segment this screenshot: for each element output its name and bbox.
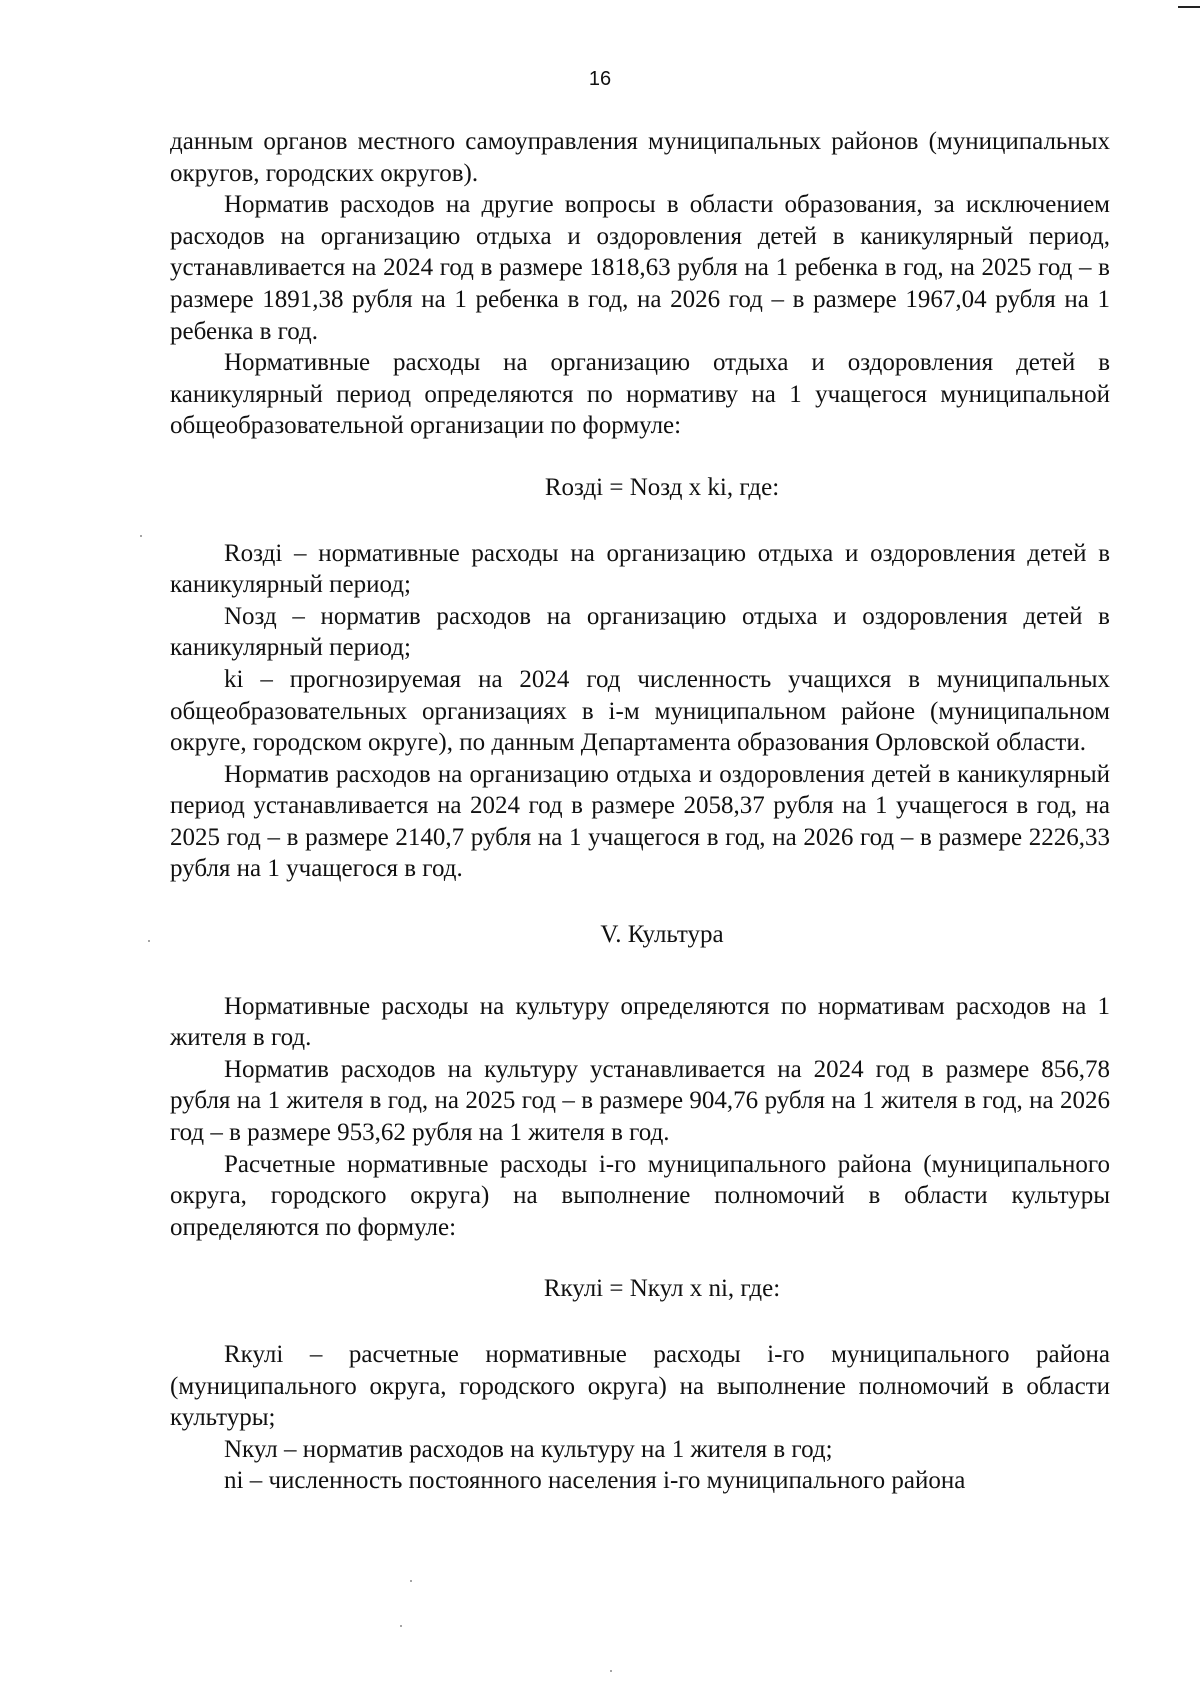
scan-corner-mark bbox=[1178, 6, 1200, 8]
scan-speck bbox=[410, 1580, 412, 1582]
scan-speck bbox=[400, 1625, 402, 1627]
paragraph-culture-norm: Норматив расходов на культуру устанавливается на 2024 год в размере 856,78 рубля на 1 жителя в год, на 2025 год – в размере 904,76 рубля на 1 жителя в год, на 2026 год – в размере 953,62 рубля на 1 жителя в год. bbox=[170, 1055, 1110, 1147]
paragraph-culture-method: Нормативные расходы на культуру определяются по нормативам расходов на 1 жителя в год. bbox=[170, 992, 1110, 1052]
definition-ki: ki – прогнозируемая на 2024 год численность учащихся в муниципальных общеобразовательных организациях в i-м муниципальном районе (муниципальном округе, городском округе), по данным Департамента образования Орловской области. bbox=[170, 665, 1110, 757]
paragraph-continuation: данным органов местного самоуправления муниципальных районов (муниципальных округов, городских округов). bbox=[170, 128, 1110, 187]
paragraph-culture-formula-intro: Расчетные нормативные расходы i-го муниципального района (муниципального округа, городского округа) на выполнение полномочий в области культуры определяются по формуле: bbox=[170, 1150, 1110, 1241]
definition-nkul: Nкул – норматив расходов на культуру на 1 жителя в год; bbox=[224, 1435, 833, 1463]
definition-ni: ni – численность постоянного населения i-го муниципального района bbox=[224, 1467, 966, 1495]
definition-rozd: Rоздi – нормативные расходы на организацию отдыха и оздоровления детей в каникулярный период; bbox=[170, 539, 1110, 599]
formula-recreation: Rоздi = Nозд x ki, где: bbox=[544, 473, 780, 501]
document-body bbox=[170, 126, 1110, 1497]
section-heading-culture: V. Культура bbox=[600, 921, 724, 949]
paragraph-recreation-method: Нормативные расходы на организацию отдыха и оздоровления детей в каникулярный период определяются по нормативу на 1 учащегося муниципальной общеобразовательной организации по формуле: bbox=[170, 349, 1110, 440]
scan-speck bbox=[610, 1670, 612, 1672]
definition-nozd: Nозд – норматив расходов на организацию отдыха и оздоровления детей в каникулярный период; bbox=[170, 602, 1110, 662]
paragraph-education-norm: Норматив расходов на другие вопросы в области образования, за исключением расходов на организацию отдыха и оздоровления детей в каникулярный период, устанавливается на 2024 год в размере 1818,63 рубля на 1 ребенка в год, на 2025 год – в размере 1891,38 рубля на 1 ребенка в год, на 2026 год – в размере 1967,04 рубля на 1 ребенка в год. bbox=[170, 191, 1110, 345]
page-number: 16 bbox=[588, 68, 612, 90]
definition-rkul: Rкулi – расчетные нормативные расходы i-го муниципального района (муниципального округа, городского округа) на выполнение полномочий в области культуры; bbox=[170, 1341, 1110, 1432]
paragraph-recreation-norm: Норматив расходов на организацию отдыха и оздоровления детей в каникулярный период устанавливается на 2024 год в размере 2058,37 рубля на 1 учащегося в год, на 2025 год – в размере 2140,7 рубля на 1 учащегося в год, на 2026 год – в размере 2226,33 рубля на 1 учащегося в год. bbox=[170, 760, 1110, 883]
formula-culture: Rкулi = Nкул x ni, где: bbox=[543, 1275, 781, 1303]
scan-speck bbox=[148, 940, 150, 942]
scan-speck bbox=[140, 535, 142, 537]
